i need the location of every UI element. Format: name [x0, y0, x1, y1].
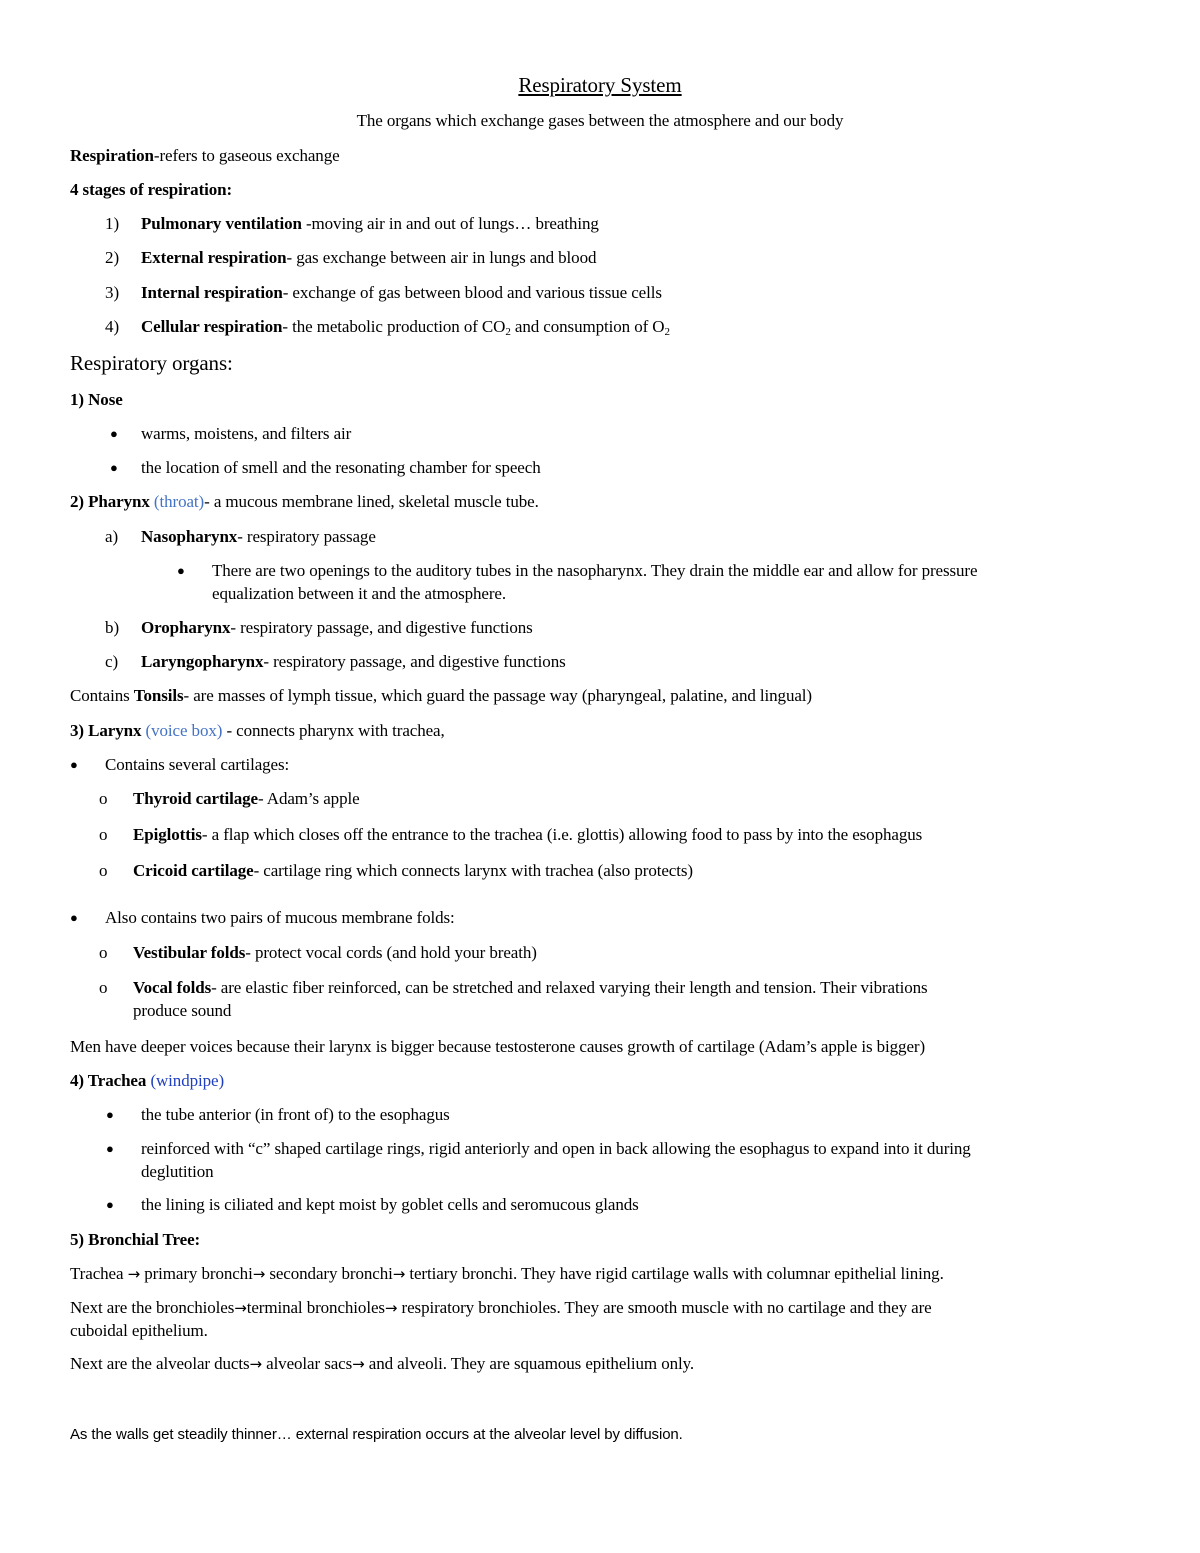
cartilage-item [133, 788, 360, 810]
arrow-right-icon: → [384, 1299, 398, 1317]
cartilage-item [133, 824, 922, 846]
nasopharynx-note: There are two openings to the auditory tubes in the nasopharynx. They drain the middle ear and allow for pressure [212, 561, 978, 580]
tonsils-line [70, 685, 812, 707]
pharynx-part [141, 617, 533, 639]
larynx-desc: - connects pharynx with trachea, [222, 721, 445, 740]
bullet-icon: ● [110, 426, 118, 441]
larynx-heading-line [70, 720, 445, 742]
bullet-icon: ● [177, 563, 185, 578]
arrow-right-icon: → [352, 1355, 365, 1373]
bronchial-text: alveolar sacs [261, 1354, 353, 1373]
part-term: Oropharynx [141, 618, 231, 637]
trachea-paren: (windpipe) [150, 1071, 225, 1090]
subscript: 2 [664, 326, 670, 338]
bronchial-line-2 [70, 1297, 932, 1319]
stage-item [141, 213, 599, 235]
part-def: - respiratory passage, and digestive functions [230, 618, 533, 637]
bronchial-heading: 5) Bronchial Tree: [70, 1230, 201, 1249]
stage-def: - gas exchange between air in lungs and blood [286, 248, 597, 267]
part-letter: b) [105, 618, 120, 637]
bronchial-text: primary bronchi [140, 1264, 253, 1283]
bronchial-text: respiratory bronchioles. They are smooth muscle with no cartilage and they are [397, 1298, 932, 1317]
page-title: Respiratory System [518, 73, 682, 97]
part-letter: c) [105, 652, 119, 671]
respiration-definition [70, 145, 340, 167]
fold-item-cont: produce sound [133, 1001, 232, 1020]
pharynx-desc: - a mucous membrane lined, skeletal muscle tube. [204, 492, 539, 511]
stage-number: 1) [105, 214, 120, 233]
bronchial-text: Trachea [70, 1264, 128, 1283]
bullet-icon: ● [70, 910, 78, 925]
stage-number: 4) [105, 317, 120, 336]
fold-term: Vestibular folds [133, 943, 246, 962]
bullet-icon: ● [106, 1107, 114, 1122]
fold-item [133, 977, 928, 999]
cartilage-def: - a flap which closes off the entrance to the trachea (i.e. glottis) allowing food to pass by into the esophagus [201, 825, 923, 844]
arrow-right-icon: → [127, 1265, 141, 1283]
trachea-heading-line [70, 1070, 224, 1092]
stage-def: and consumption of O [510, 317, 665, 336]
pharynx-part [141, 651, 566, 673]
circle-marker: o [99, 825, 108, 844]
stage-item [141, 282, 662, 304]
fold-item [133, 942, 537, 964]
respiration-term: Respiration [70, 146, 154, 165]
circle-marker: o [99, 789, 108, 808]
stages-heading: 4 stages of respiration: [70, 180, 233, 199]
respiration-def: -refers to gaseous exchange [153, 146, 340, 165]
tonsils-def: - are masses of lymph tissue, which guard the passage way (pharyngeal, palatine, and lingual) [183, 686, 812, 705]
trachea-bullet: the lining is ciliated and kept moist by goblet cells and seromucous glands [141, 1195, 639, 1214]
trachea-bullet: reinforced with “c” shaped cartilage rings, rigid anteriorly and open in back allowing the esophagus to expand into it during [141, 1139, 971, 1158]
bronchial-line-3 [70, 1353, 694, 1375]
pharynx-heading-line [70, 491, 539, 513]
trachea-bullet: the tube anterior (in front of) to the esophagus [141, 1105, 450, 1124]
stage-term: External respiration [141, 248, 287, 267]
men-voices-note: Men have deeper voices because their larynx is bigger because testosterone causes growth of cartilage (Adam’s apple is bigger) [70, 1037, 926, 1056]
nose-heading: 1) Nose [70, 390, 123, 409]
fold-def: - are elastic fiber reinforced, can be stretched and relaxed varying their length and tension. Their vibrations [211, 978, 928, 997]
larynx-heading: 3) Larynx [70, 721, 142, 740]
nasopharynx-note-cont: equalization between it and the atmosphere. [212, 584, 507, 603]
part-term: Laryngopharynx [141, 652, 264, 671]
cartilage-item [133, 860, 693, 882]
part-def: - respiratory passage [237, 527, 376, 546]
arrow-right-icon: → [234, 1299, 247, 1317]
organs-heading: Respiratory organs: [70, 351, 233, 375]
folds-label: Also contains two pairs of mucous membrane folds: [105, 908, 455, 927]
stage-term: Cellular respiration [141, 317, 283, 336]
bronchial-line-2-cont: cuboidal epithelium. [70, 1321, 208, 1340]
cartilage-def: - Adam’s apple [258, 789, 360, 808]
stage-def: - exchange of gas between blood and various tissue cells [282, 283, 662, 302]
cartilage-term: Cricoid cartilage [133, 861, 254, 880]
part-letter: a) [105, 527, 119, 546]
bullet-icon: ● [106, 1197, 114, 1212]
stage-term: Internal respiration [141, 283, 283, 302]
nose-bullet: warms, moistens, and filters air [141, 424, 352, 443]
stage-def: -moving air in and out of lungs… breathing [301, 214, 599, 233]
cartilage-term: Epiglottis [133, 825, 202, 844]
stage-number: 2) [105, 248, 120, 267]
tonsils-pre: Contains [70, 686, 134, 705]
stage-def: - the metabolic production of CO [282, 317, 506, 336]
nose-bullet: the location of smell and the resonating chamber for speech [141, 458, 541, 477]
page-subtitle: The organs which exchange gases between the atmosphere and our body [356, 111, 844, 130]
stage-item [141, 247, 596, 269]
bronchial-text: secondary bronchi [265, 1264, 393, 1283]
final-note: As the walls get steadily thinner… external respiration occurs at the alveolar level by diffusion. [70, 1426, 683, 1443]
circle-marker: o [99, 861, 108, 880]
bronchial-text: and alveoli. They are squamous epithelium only. [364, 1354, 695, 1373]
bullet-icon: ● [106, 1141, 114, 1156]
stage-item [141, 316, 670, 338]
cartilage-def: - cartilage ring which connects larynx with trachea (also protects) [253, 861, 693, 880]
cartilage-term: Thyroid cartilage [133, 789, 259, 808]
subscript: 2 [505, 326, 511, 338]
bronchial-text: tertiary bronchi. They have rigid cartilage walls with columnar epithelial lining. [405, 1264, 944, 1283]
bullet-icon: ● [70, 757, 78, 772]
larynx-paren: (voice box) [145, 721, 223, 740]
part-def: - respiratory passage, and digestive functions [263, 652, 566, 671]
bronchial-text: Next are the bronchioles [70, 1298, 235, 1317]
part-term: Nasopharynx [141, 527, 238, 546]
stage-term: Pulmonary ventilation [141, 214, 302, 233]
trachea-bullet-cont: deglutition [141, 1162, 214, 1181]
cartilages-label: Contains several cartilages: [105, 755, 290, 774]
trachea-heading: 4) Trachea [70, 1071, 147, 1090]
stage-number: 3) [105, 283, 120, 302]
bronchial-line-1 [70, 1263, 944, 1285]
arrow-right-icon: → [249, 1355, 262, 1373]
arrow-right-icon: → [252, 1265, 266, 1283]
fold-term: Vocal folds [133, 978, 212, 997]
pharynx-part [141, 526, 376, 548]
circle-marker: o [99, 978, 108, 997]
tonsils-term: Tonsils [133, 686, 184, 705]
circle-marker: o [99, 943, 108, 962]
bronchial-text: Next are the alveolar ducts [70, 1354, 250, 1373]
bullet-icon: ● [110, 460, 118, 475]
pharynx-paren: (throat) [153, 492, 205, 511]
bronchial-text: terminal bronchioles [246, 1298, 385, 1317]
fold-def: - protect vocal cords (and hold your breath) [245, 943, 537, 962]
pharynx-heading: 2) Pharynx [70, 492, 150, 511]
arrow-right-icon: → [392, 1265, 406, 1283]
